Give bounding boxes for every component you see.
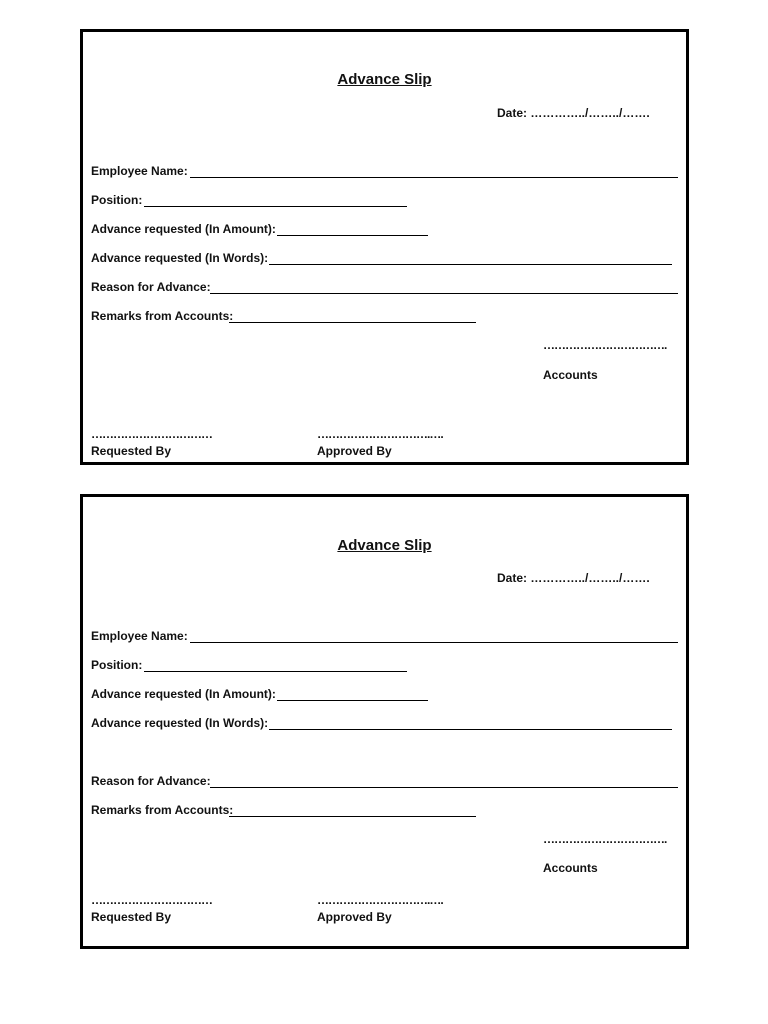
advance-slip-1 [80,29,689,465]
remarks-field[interactable] [229,816,476,817]
words-label: Advance requested (In Words): [91,251,269,265]
approved-signature-line: ………………………….…. [317,893,443,907]
requested-by-label: Requested By [91,444,172,458]
words-label: Advance requested (In Words): [91,716,269,730]
requested-signature-line: …………………………… [91,427,212,441]
advance-slip-2 [80,494,689,949]
requested-signature-line: …………………………… [91,893,212,907]
reason-field[interactable] [210,293,678,294]
accounts-label: Accounts [543,861,598,875]
position-label: Position: [91,658,143,672]
words-field[interactable] [269,264,672,265]
reason-label: Reason for Advance: [91,280,211,294]
amount-label: Advance requested (In Amount): [91,222,276,236]
words-field[interactable] [269,729,672,730]
approved-signature-line: ………………………….…. [317,427,443,441]
reason-field[interactable] [210,787,678,788]
amount-field[interactable] [277,700,428,701]
position-field[interactable] [144,206,407,207]
position-label: Position: [91,193,143,207]
employee-name-label: Employee Name: [91,164,188,178]
date-label: Date: …………../……../……. [497,571,650,585]
approved-by-label: Approved By [317,910,392,924]
slip-title: Advance Slip [337,537,432,554]
accounts-signature-line: ……………………………. [543,832,667,846]
remarks-label: Remarks from Accounts: [91,803,234,817]
remarks-field[interactable] [229,322,476,323]
accounts-label: Accounts [543,368,598,382]
accounts-signature-line: ……………………………. [543,338,667,352]
approved-by-label: Approved By [317,444,392,458]
date-label: Date: …………../……../……. [497,106,650,120]
slip-title: Advance Slip [337,71,432,88]
amount-field[interactable] [277,235,428,236]
requested-by-label: Requested By [91,910,172,924]
employee-name-field[interactable] [190,642,678,643]
employee-name-label: Employee Name: [91,629,188,643]
employee-name-field[interactable] [190,177,678,178]
remarks-label: Remarks from Accounts: [91,309,234,323]
reason-label: Reason for Advance: [91,774,211,788]
amount-label: Advance requested (In Amount): [91,687,276,701]
position-field[interactable] [144,671,407,672]
